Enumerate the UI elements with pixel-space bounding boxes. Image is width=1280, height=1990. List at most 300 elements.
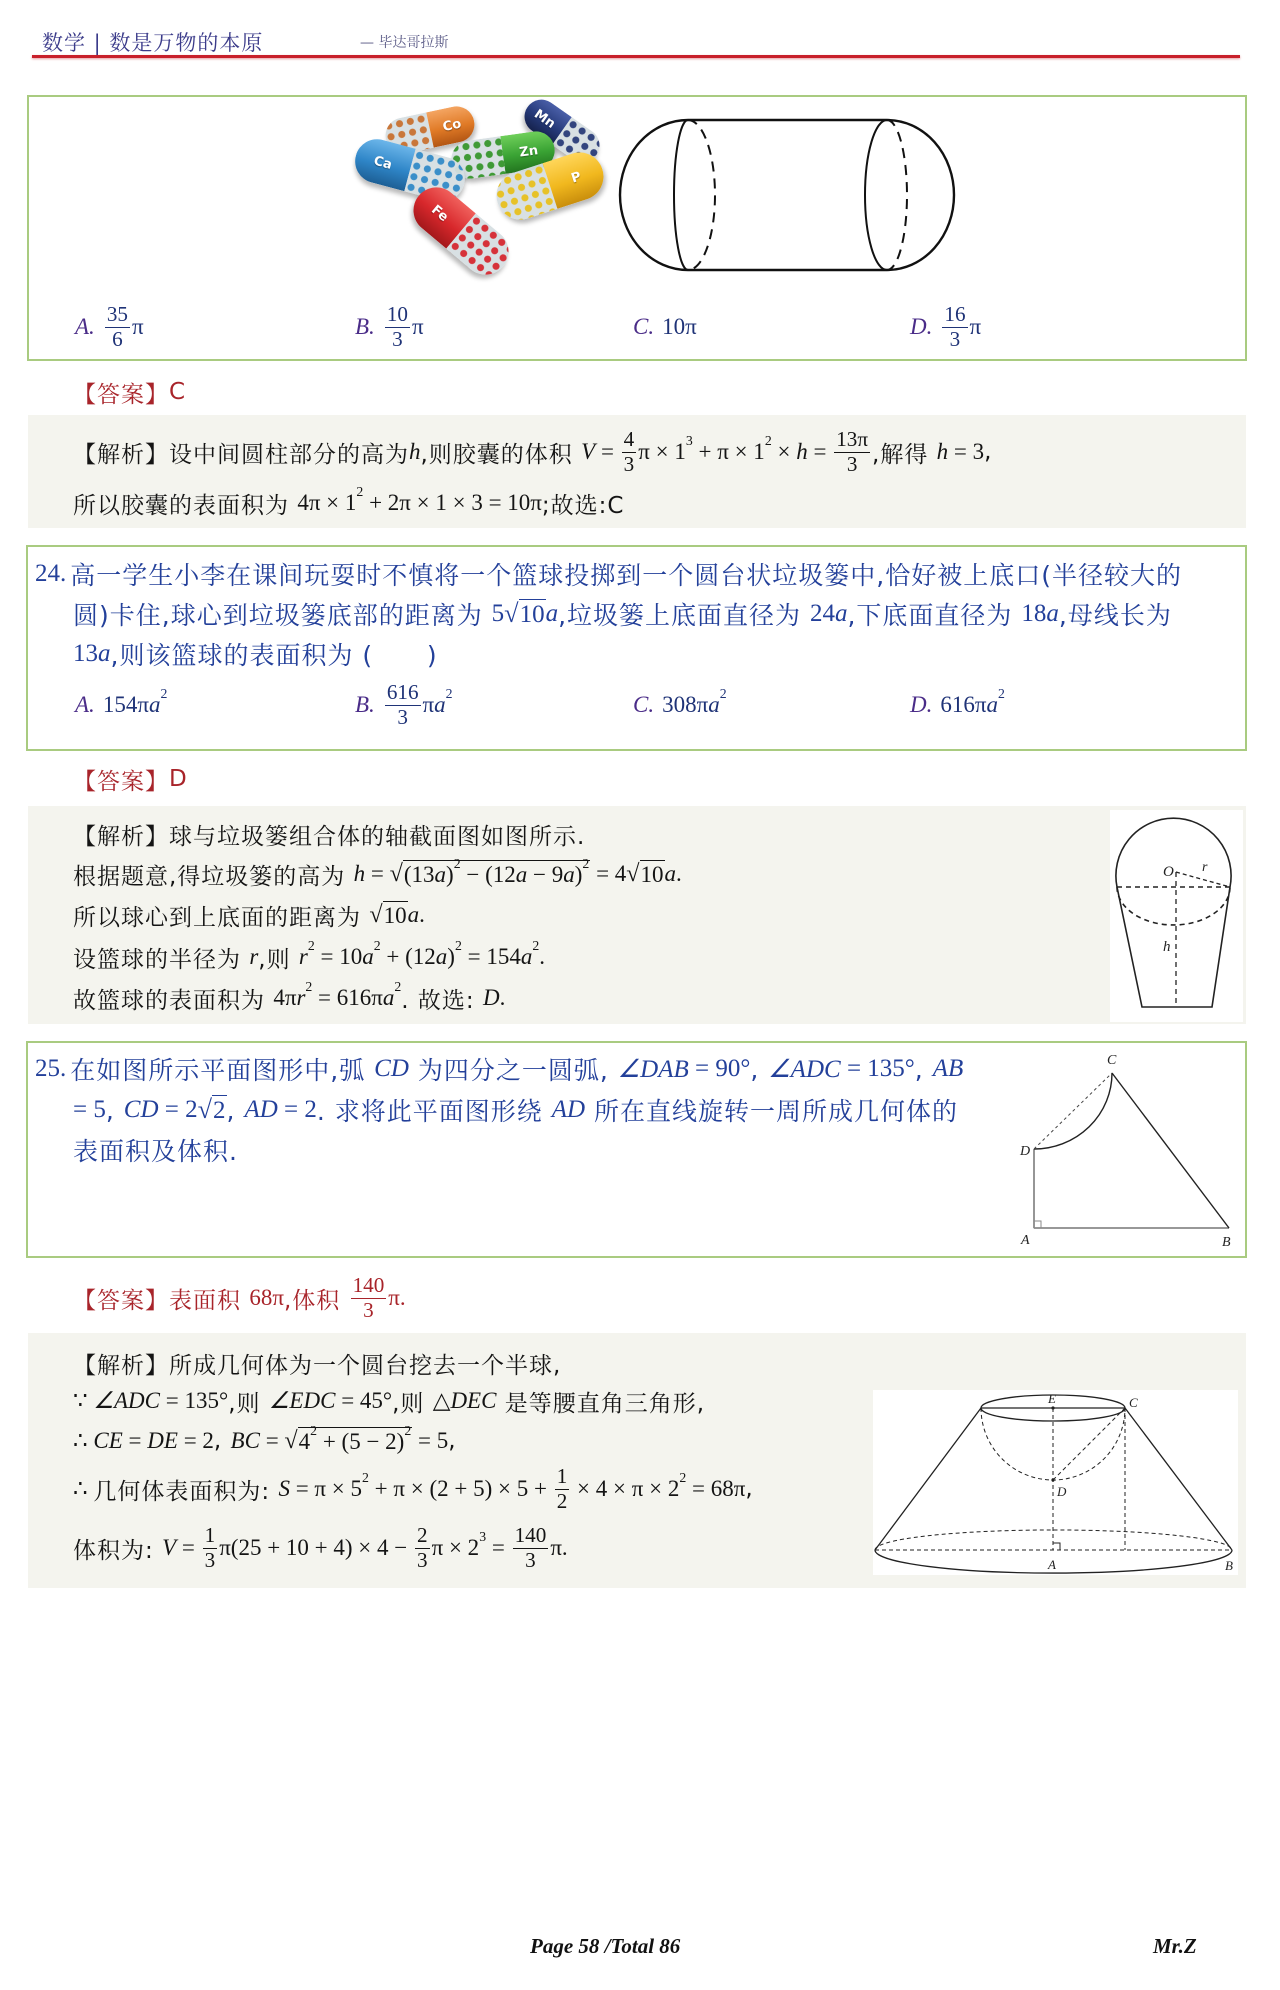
fraction-numerator: 1 [556, 1464, 568, 1489]
math-variable: r [298, 944, 308, 969]
point-e [1051, 1406, 1054, 1409]
math-variable: a [986, 692, 998, 717]
math-run: = 45° [335, 1388, 393, 1413]
analysis-text [73, 818, 585, 851]
math-run: 308π [662, 692, 709, 717]
math-variable: BC [230, 1428, 260, 1453]
math-variable: DE [147, 1428, 178, 1453]
radicand [519, 599, 546, 629]
question-number: 25. [35, 1055, 67, 1082]
text-run: 圆)卡住,球心到垃圾篓底部的距离为 [73, 601, 492, 630]
option-value [383, 681, 453, 729]
text-run: ,则 [258, 946, 299, 973]
segment-cb [1112, 1073, 1229, 1228]
basket-cross-section-figure [1110, 810, 1243, 1022]
math-variable: S [278, 1476, 290, 1501]
math-run: = 2 [177, 1428, 214, 1453]
fraction-denominator: 3 [204, 1547, 216, 1572]
capsule-label: Mn [518, 93, 572, 145]
analysis-24-line-2 [73, 857, 682, 891]
analysis-25-line-3 [73, 1424, 457, 1458]
superscript: 2 [454, 937, 462, 953]
math-variable: a [563, 862, 575, 888]
analysis-25-line-1 [73, 1346, 561, 1380]
superscript: 2 [394, 978, 402, 994]
math-run: = [259, 1428, 285, 1453]
option-c [633, 302, 697, 352]
basket-trapezoid [1117, 887, 1230, 1007]
option-value [662, 314, 697, 340]
fraction [385, 681, 421, 729]
superscript: 2 [373, 937, 381, 953]
square-root [626, 860, 664, 888]
fraction [555, 1465, 570, 1513]
math-run: = π × 5 [289, 1476, 363, 1501]
math-variable: ∠ADC [768, 1056, 841, 1083]
option-b [355, 680, 453, 730]
author-signature: Mr.Z [1153, 1934, 1197, 1958]
square-root [198, 1095, 227, 1125]
fraction-denominator: 3 [397, 704, 408, 729]
question-25-line-1 [35, 1052, 963, 1086]
question-text [70, 1051, 963, 1087]
fraction-denominator: 3 [846, 451, 858, 476]
option-d [910, 302, 981, 352]
math-variable: AD [551, 1096, 586, 1123]
math-run: = 5 [73, 1096, 106, 1123]
answer-text [73, 1274, 406, 1322]
math-run: 13 [73, 640, 98, 667]
math-run: π × 1 [638, 439, 686, 464]
capsule-diagram [605, 105, 965, 285]
math-variable: a [98, 640, 111, 667]
question-24-line-2 [73, 597, 1172, 631]
math-run: 10 [519, 601, 545, 629]
page-number: Page 58 /Total 86 [530, 1934, 681, 1958]
math-variable: h [409, 439, 421, 464]
analysis-text [73, 1385, 705, 1418]
text-run: 在如图所示平面图形中,弧 [70, 1056, 375, 1085]
label-height: h [1163, 939, 1171, 955]
analysis-text [73, 483, 625, 520]
math-run: . [676, 861, 682, 886]
question-25-line-3 [73, 1133, 238, 1167]
math-variable: a [520, 944, 533, 969]
option-letter: C. [633, 692, 655, 717]
math-run: = [176, 1535, 201, 1560]
math-variable: CD [123, 1096, 159, 1123]
text-run: ,则 [228, 1390, 269, 1417]
math-variable: a [435, 944, 448, 969]
analysis-24-line-1 [73, 817, 585, 851]
text-run: . 求将此平面图形绕 [316, 1097, 552, 1126]
right-angle-mark [1034, 1221, 1041, 1228]
question-text [73, 1092, 958, 1128]
radicand [403, 856, 590, 888]
analysis-24-line-4 [73, 937, 545, 974]
math-run: 10 [640, 862, 664, 888]
superscript: 2 [362, 1469, 369, 1485]
math-run: = [122, 1428, 148, 1453]
text-run: 所以球心到上底面的距离为 [73, 904, 370, 931]
math-variable: AD [244, 1096, 278, 1123]
text-run: 高一学生小李在课间玩耍时不慎将一个篮球投掷到一个圆台状垃圾篓中,恰好被上底口(半径较大的 [70, 561, 1182, 590]
fraction-numerator: 4 [623, 427, 635, 452]
fraction [385, 303, 410, 351]
superscript: 2 [404, 1423, 412, 1439]
chord-dc-dashed [1034, 1073, 1112, 1149]
header-rule [32, 55, 1240, 58]
label-b: B [1222, 1235, 1231, 1250]
question-text [73, 596, 1172, 632]
math-run: = 4 [590, 861, 627, 886]
math-variable: h [796, 439, 808, 464]
fraction [415, 1524, 430, 1572]
text-run: 【答案】表面积 [73, 1287, 250, 1314]
math-run: = 2 [277, 1096, 317, 1123]
question-text [73, 1132, 238, 1168]
square-root [389, 856, 591, 888]
math-run: π [969, 314, 982, 339]
math-variable: V [162, 1535, 177, 1560]
math-run: = 154 [461, 944, 521, 969]
math-run: ∴ [73, 1476, 94, 1501]
math-variable: h [936, 439, 949, 464]
answer-text [73, 763, 188, 796]
fraction-denominator: 2 [556, 1488, 568, 1513]
text-run: 几何体表面积为: [93, 1478, 279, 1505]
text-run: ,则胶囊的体积 [420, 441, 582, 468]
option-letter: A. [75, 314, 95, 339]
label-d: D [1057, 1484, 1067, 1499]
capsule-left-rim-back [688, 120, 715, 270]
option-a [75, 302, 144, 352]
fraction-numerator: 10 [386, 302, 408, 327]
math-run: π [131, 314, 144, 339]
label-a: A [1021, 1233, 1030, 1248]
text-run: , [226, 1095, 245, 1125]
math-variable: CE [93, 1428, 123, 1453]
math-run: = 135° [160, 1388, 229, 1413]
text-run: D [169, 766, 188, 792]
superscript: 2 [356, 483, 364, 499]
superscript: 2 [719, 685, 727, 701]
math-run: . [539, 944, 545, 969]
math-run: 2 [213, 1097, 226, 1125]
math-run: = 5 [412, 1428, 449, 1453]
math-variable: a [834, 600, 848, 627]
radicand [212, 1095, 227, 1125]
text-run: 【答案】 [73, 768, 169, 795]
text-run: 【解析】球与垃圾篓组合体的轴截面图如图所示. [73, 823, 586, 850]
math-run: △ [432, 1388, 451, 1413]
text-run: , [745, 1476, 754, 1502]
radical-sign: √ [504, 599, 519, 628]
analysis-text [73, 1423, 457, 1455]
capsule-label: P [543, 146, 610, 209]
math-run: = 3 [948, 439, 985, 464]
answer-25 [73, 1273, 406, 1322]
math-run: × [771, 439, 797, 464]
label-d: D [1020, 1144, 1031, 1159]
text-run: ,下底面直径为 [847, 601, 1022, 630]
text-run: 【解析】所成几何体为一个圆台挖去一个半球, [73, 1352, 562, 1379]
text-run: , [105, 1095, 124, 1125]
math-run: 4π [273, 985, 297, 1010]
math-run: 10 [383, 903, 407, 929]
math-run: + 2π × 1 × 3 = 10π [363, 490, 542, 515]
math-variable: a [434, 692, 446, 717]
capsule-label: Zn [500, 129, 557, 174]
text-run: , [213, 1428, 231, 1454]
math-variable: V [581, 439, 596, 464]
text-run: 设篮球的半径为 [73, 946, 250, 973]
math-run: . [419, 902, 425, 927]
capsule-label: Fe [404, 178, 476, 249]
text-run: 为四分之一圆弧, [408, 1056, 618, 1085]
label-e: E [1048, 1391, 1056, 1406]
math-run: + π × 1 [692, 439, 765, 464]
text-run: ,体积 [283, 1287, 349, 1314]
right-angle-mark [1053, 1543, 1060, 1550]
fraction-denominator: 3 [525, 1547, 536, 1572]
math-run: ) [447, 944, 455, 969]
math-run: − (12 [460, 862, 516, 888]
text-run: 故篮球的表面积为 [73, 987, 274, 1014]
math-run: = [595, 439, 620, 464]
label-b: B [1225, 1558, 1233, 1573]
math-run: = [486, 1535, 511, 1560]
right-generatrix-cb [1125, 1408, 1232, 1550]
option-letter: B. [355, 314, 375, 339]
text-run: , [984, 439, 993, 465]
label-c: C [1129, 1395, 1138, 1410]
text-run: 根据题意,得垃圾篓的高为 [73, 863, 354, 890]
math-run: − 9 [527, 862, 564, 888]
analysis-25-line-2 [73, 1384, 705, 1418]
square-root [504, 599, 545, 629]
capsule-label: Ca [350, 134, 415, 191]
text-run: 表面积及体积. [73, 1137, 238, 1166]
radical-sign: √ [197, 1095, 213, 1124]
math-run: = 90° [688, 1055, 751, 1082]
fraction-denominator: 3 [949, 326, 961, 351]
fraction [834, 428, 870, 476]
fraction [942, 303, 967, 351]
label-a: A [1048, 1557, 1056, 1572]
math-run: 4π × 1 [297, 490, 357, 515]
math-variable: a [148, 692, 161, 717]
option-letter: A. [75, 692, 95, 717]
superscript: 2 [160, 685, 168, 701]
fraction-numerator: 140 [514, 1523, 547, 1548]
question-24-line-3 [73, 637, 438, 671]
math-variable: a [545, 600, 559, 627]
option-value [940, 303, 981, 351]
question-25-line-2 [73, 1093, 958, 1127]
text-run: ,解得 [872, 441, 937, 468]
answer-23 [73, 375, 186, 409]
text-run: ,垃圾篓上底面直径为 [558, 601, 810, 630]
ball-lower-arc-dashed [1117, 887, 1230, 925]
analysis-25-line-4 [73, 1464, 754, 1513]
math-run: + π × (2 + 5) × 5 + [368, 1476, 553, 1501]
answer-text [73, 376, 186, 409]
math-run: ) [574, 862, 583, 888]
option-value [940, 685, 1005, 718]
analysis-23-line-2 [73, 483, 625, 520]
math-run: 4 [298, 1429, 311, 1455]
math-variable: a [1046, 600, 1059, 627]
math-run: = 10 [314, 944, 363, 969]
math-run: = 68π [686, 1476, 746, 1501]
fraction [513, 1524, 549, 1572]
point-d [1051, 1478, 1054, 1481]
text-run: 体积为: [73, 1537, 163, 1564]
text-run: 【答案】 [73, 381, 169, 408]
text-run: ;故选:C [541, 492, 625, 519]
math-run: . [499, 985, 506, 1010]
analysis-23-line-1 [73, 427, 993, 476]
text-run: , [750, 1054, 769, 1084]
text-run: . 故选: [401, 987, 483, 1014]
fraction [203, 1524, 218, 1572]
frustum-with-hemisphere-figure [873, 1390, 1238, 1575]
text-run: ,母线长为 [1058, 601, 1172, 630]
superscript: 2 [532, 937, 540, 953]
label-c: C [1107, 1053, 1117, 1068]
fraction [622, 428, 637, 476]
math-run: π × 2 [431, 1535, 480, 1560]
superscript: 2 [582, 856, 590, 872]
left-generatrix [875, 1408, 981, 1550]
capsule-right-rim-back [887, 120, 907, 270]
math-run: ∵ [73, 1388, 94, 1413]
math-run: 68π [249, 1285, 284, 1310]
superscript: 2 [453, 856, 461, 872]
math-variable: a [708, 692, 720, 717]
analysis-text [73, 428, 992, 476]
fraction [351, 1274, 387, 1322]
analysis-text [73, 1347, 561, 1380]
math-run: π. [388, 1285, 406, 1310]
radicand [640, 860, 665, 887]
math-run: (13 [403, 862, 435, 888]
capsule-label: Co [426, 103, 478, 148]
math-run: π. [550, 1535, 568, 1560]
option-value [102, 685, 168, 718]
math-variable: a [664, 861, 677, 886]
math-variable: h [353, 861, 366, 886]
superscript: 2 [998, 685, 1005, 701]
math-run: + (12 [380, 944, 436, 969]
analysis-text [73, 858, 682, 891]
text-run: , [448, 1428, 457, 1454]
math-variable: a [434, 862, 447, 888]
option-b [355, 302, 424, 352]
option-d [910, 680, 1005, 730]
math-variable: D [482, 985, 500, 1010]
option-a [75, 680, 167, 730]
radicand [298, 1423, 413, 1455]
label-center: O [1163, 864, 1174, 880]
math-variable: r [249, 944, 259, 969]
radicand [383, 901, 408, 928]
fraction-numerator: 2 [417, 1523, 428, 1548]
option-letter: C. [633, 314, 655, 339]
option-value [383, 303, 424, 351]
option-letter: D. [910, 692, 933, 717]
math-run: 10π [662, 314, 697, 339]
math-variable: CD [374, 1055, 409, 1082]
math-variable: AB [932, 1055, 964, 1082]
fraction-numerator: 616 [386, 680, 419, 705]
math-run: 154π [102, 692, 149, 717]
analysis-text [73, 899, 425, 932]
answer-24 [73, 762, 188, 796]
header-title: 数学 | 数是万物的本原 [42, 31, 264, 55]
text-run: C [169, 379, 187, 405]
analysis-25-line-5 [73, 1523, 568, 1572]
fraction-denominator: 3 [417, 1547, 428, 1572]
superscript: 2 [764, 432, 772, 448]
superscript: 2 [679, 1469, 687, 1485]
superscript: 2 [310, 1423, 318, 1439]
math-variable: ∠ADC [93, 1388, 161, 1413]
math-run: 616π [940, 692, 987, 717]
text-run: ,则该篮球的表面积为 ( ) [110, 641, 438, 670]
math-variable: a [407, 902, 420, 927]
math-run: 24 [809, 600, 835, 627]
text-run: 所在直线旋转一周所成几何体的 [585, 1097, 958, 1126]
analysis-text [73, 1524, 568, 1572]
question-24-line-1 [35, 557, 1182, 591]
superscript: 2 [445, 685, 453, 701]
radical-sign: √ [389, 860, 403, 887]
math-variable: ∠DAB [617, 1056, 689, 1083]
math-run: × 4 × π × 2 [571, 1476, 680, 1501]
superscript: 2 [305, 978, 313, 994]
text-run: , [914, 1054, 933, 1084]
math-variable: a [382, 985, 395, 1010]
math-run: = [365, 861, 390, 886]
option-letter: D. [910, 314, 933, 339]
option-letter: B. [355, 692, 375, 717]
option-value [103, 303, 144, 351]
fraction-numerator: 35 [106, 302, 128, 327]
text-run: ,则 [392, 1390, 433, 1417]
math-run: + (5 − 2) [317, 1429, 405, 1455]
superscript: 2 [307, 937, 315, 953]
text-run: 是等腰直角三角形, [496, 1390, 706, 1417]
capsule-right-hemisphere [887, 120, 954, 270]
radical-sign: √ [284, 1427, 298, 1454]
math-variable: DEC [450, 1388, 497, 1413]
square-root [284, 1423, 412, 1455]
text-run: 所以胶囊的表面积为 [73, 492, 298, 519]
analysis-text [73, 1465, 754, 1513]
header-attribution: — 毕达哥拉斯 [360, 35, 449, 51]
math-run: 5 [491, 600, 505, 627]
analysis-text [73, 937, 545, 974]
question-text [73, 636, 438, 672]
analysis-24-line-5 [73, 978, 506, 1015]
superscript: 3 [479, 1528, 487, 1544]
fraction-denominator: 3 [363, 1297, 374, 1322]
capsule-left-rim-front [674, 120, 688, 270]
question-text [70, 556, 1182, 592]
option-value [662, 685, 727, 718]
